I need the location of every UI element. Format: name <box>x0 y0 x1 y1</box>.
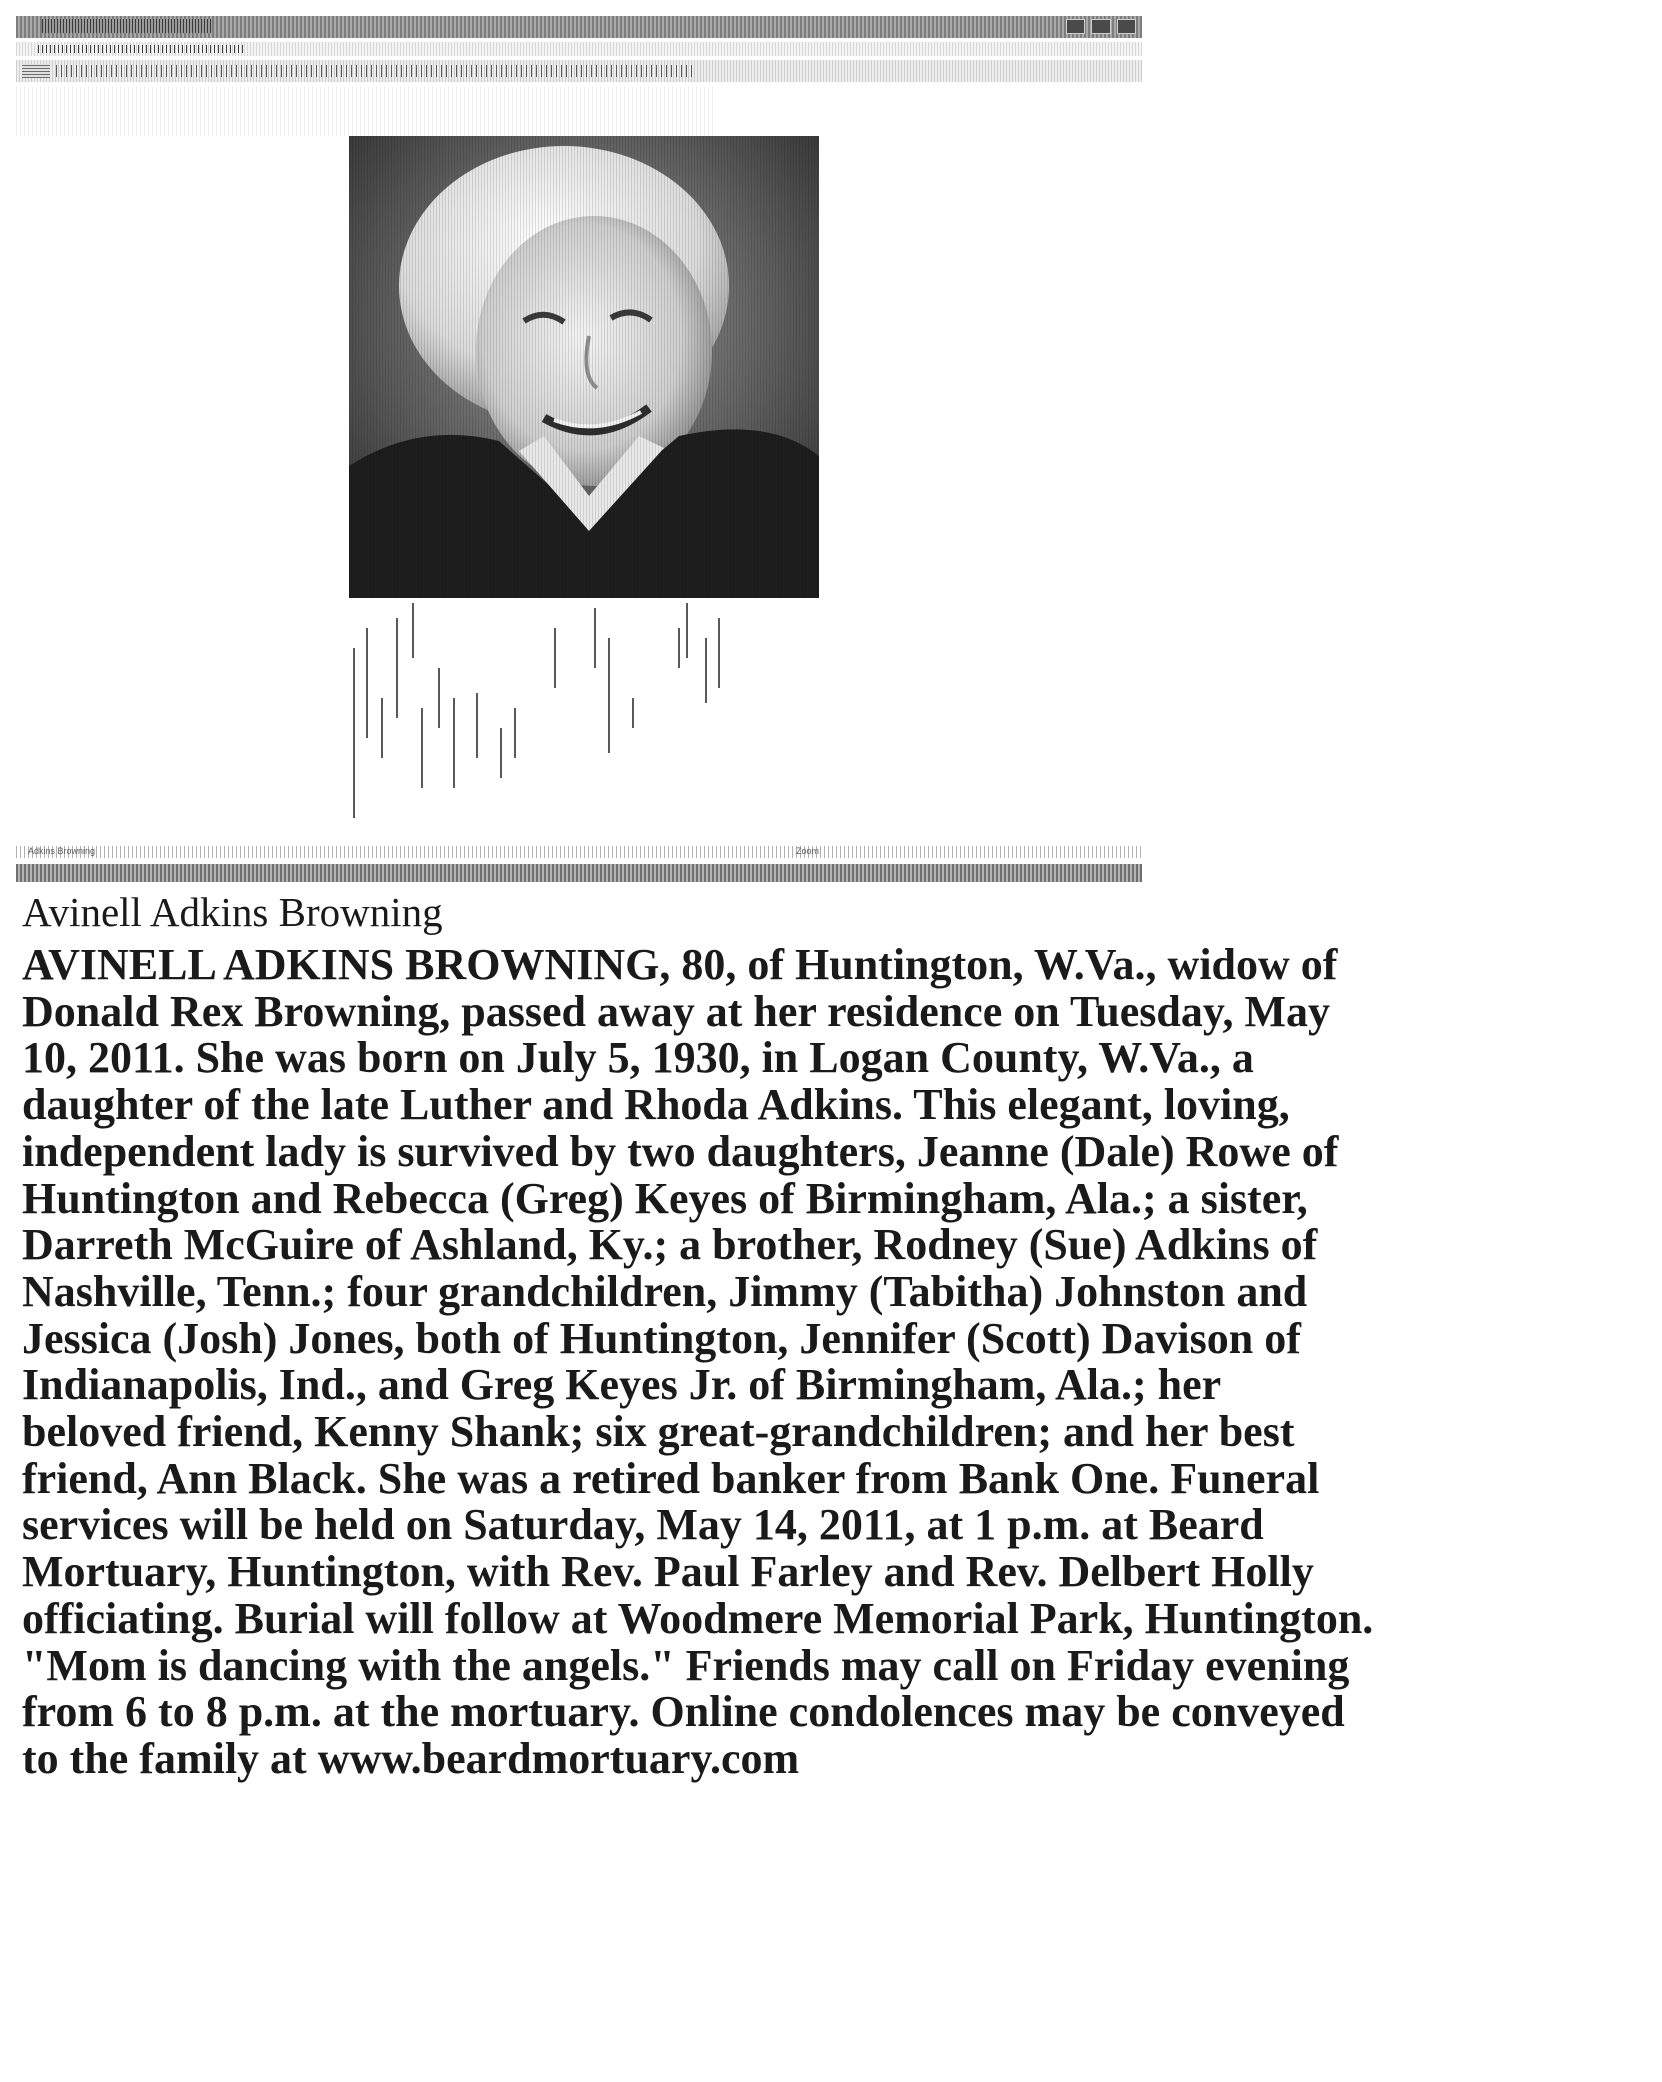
obituary-line: Mortuary, Huntington, with Rev. Paul Farley and Rev. Delbert Holly <box>22 1547 1314 1597</box>
back-forward-icon[interactable] <box>22 64 50 78</box>
obituary-line: friend, Ann Black. She was a retired banker from Bank One. Funeral <box>22 1453 1320 1503</box>
obituary-line: Donald Rex Browning, passed away at her residence on Tuesday, May <box>22 986 1330 1036</box>
status-text: Adkins Browning <box>28 846 96 856</box>
portrait-photo <box>349 136 819 598</box>
obituary-line: "Mom is dancing with the angels." Friends may call on Friday evening <box>22 1640 1350 1690</box>
menu-items[interactable] <box>38 45 243 53</box>
obituary-line: Darreth McGuire of Ashland, Ky.; a brother, Rodney (Sue) Adkins of <box>22 1220 1318 1270</box>
obituary-line: to the family at www.beardmortuary.com <box>22 1733 800 1783</box>
scan-artifact-lines <box>349 598 819 838</box>
obituary-line: Jessica (Josh) Jones, both of Huntington, Jennifer (Scott) Davison of <box>22 1313 1301 1363</box>
window-titlebar <box>16 16 1142 38</box>
zoom-level[interactable]: Zoom <box>796 846 820 856</box>
close-icon[interactable] <box>1117 19 1136 34</box>
obituary-line: daughter of the late Luther and Rhoda Adkins. This elegant, loving, <box>22 1080 1290 1130</box>
window-title <box>42 19 212 33</box>
obituary-line: 10, 2011. She was born on July 5, 1930, in Logan County, W.Va., a <box>22 1033 1254 1083</box>
obituary-line: Nashville, Tenn.; four grandchildren, Jimmy (Tabitha) Johnston and <box>22 1266 1308 1316</box>
obituary-line: AVINELL ADKINS BROWNING, 80, of Huntington, W.Va., widow of <box>22 940 1338 989</box>
browser-screenshot <box>16 16 1142 881</box>
obituary-line: independent lady is survived by two daughters, Jeanne (Dale) Rowe of <box>22 1126 1339 1176</box>
obituary-line: from 6 to 8 p.m. at the mortuary. Online condolences may be conveyed <box>22 1687 1345 1737</box>
browser-statusbar <box>16 846 1142 858</box>
portrait-drawing <box>349 136 819 598</box>
address-bar[interactable] <box>56 65 696 77</box>
browser-toolbar[interactable] <box>16 60 1142 82</box>
obituary-line: Indianapolis, Ind., and Greg Keyes Jr. of Birmingham, Ala.; her <box>22 1360 1222 1410</box>
toolbar-noise <box>16 86 716 136</box>
taskbar[interactable] <box>16 864 1142 882</box>
window-controls[interactable] <box>1066 19 1136 34</box>
obituary-line: officiating. Burial will follow at Woodmere Memorial Park, Huntington. <box>22 1593 1374 1643</box>
obituary-line: beloved friend, Kenny Shank; six great-grandchildren; and her best <box>22 1407 1295 1457</box>
menu-bar[interactable] <box>16 42 1142 56</box>
obituary-line: Huntington and Rebecca (Greg) Keyes of Birmingham, Ala.; a sister, <box>22 1173 1308 1223</box>
obituary-heading: Avinell Adkins Browning <box>22 889 443 935</box>
obituary-body <box>22 942 1642 1783</box>
obituary-line: services will be held on Saturday, May 14, 2011, at 1 p.m. at Beard <box>22 1500 1264 1550</box>
maximize-icon[interactable] <box>1091 19 1110 34</box>
minimize-icon[interactable] <box>1066 19 1085 34</box>
